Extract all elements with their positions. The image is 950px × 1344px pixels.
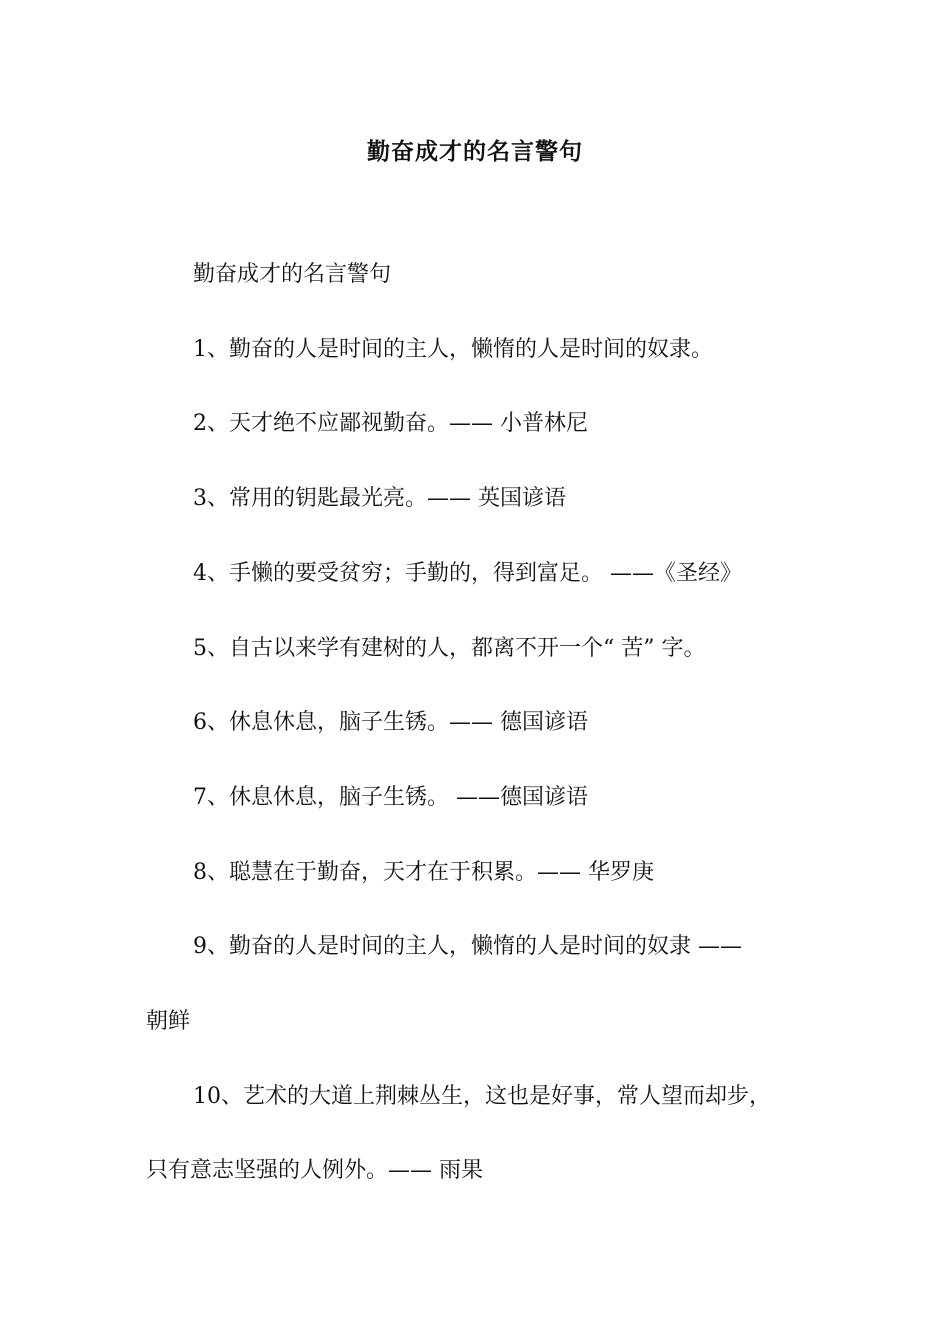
quote-3: 3、常用的钥匙最光亮。—— 英国谚语 [193,486,566,511]
quote-8: 8、聪慧在于勤奋，天才在于积累。—— 华罗庚 [193,860,654,885]
quote-4: 4、手懒的要受贫穷；手勤的，得到富足。 ——《圣经》 [193,561,742,586]
quote-9-line-1: 9、勤奋的人是时间的主人，懒惰的人是时间的奴隶 —— [193,934,742,959]
quote-9-line-2: 朝鲜 [146,1009,191,1034]
quote-6: 6、休息休息，脑子生锈。—— 德国谚语 [193,710,588,735]
quote-7: 7、休息休息，脑子生锈。 ——德国谚语 [193,785,588,810]
page-title: 勤奋成才的名言警句 [367,138,583,165]
quote-5: 5、自古以来学有建树的人，都离不开一个“ 苦” 字。 [193,636,706,661]
quote-10-line-1: 10、艺术的大道上荆棘丛生，这也是好事，常人望而却步， [193,1084,771,1109]
quote-10-line-2: 只有意志坚强的人例外。—— 雨果 [146,1158,483,1183]
quote-2: 2、天才绝不应鄙视勤奋。—— 小普林尼 [193,411,588,436]
section-heading: 勤奋成才的名言警句 [193,262,392,287]
quote-1: 1、勤奋的人是时间的主人，懒惰的人是时间的奴隶。 [193,337,713,362]
